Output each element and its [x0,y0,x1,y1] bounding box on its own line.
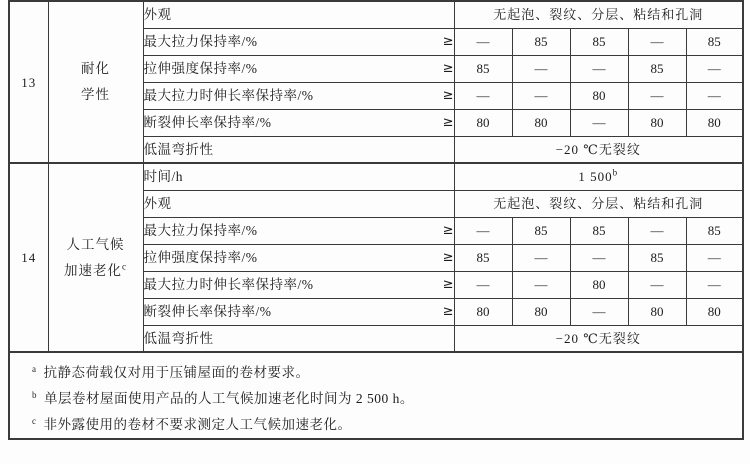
value-cell: 80 [512,109,570,136]
time-value: 1 500 [578,169,613,185]
property-cell [143,109,454,136]
category-line: 加速老化$^c$ [64,261,127,278]
value-cell: 80 [686,109,743,136]
value-cell: 85 [628,55,686,82]
property-cell [143,217,454,244]
value-cell: — [628,217,686,244]
property-label: 拉伸强度保持率/% [143,250,258,265]
value-cell: — [628,82,686,109]
footnote-marker: a [32,363,37,374]
value-cell: 80 [628,298,686,325]
value-cell: — [570,109,628,136]
footnotes [10,353,742,438]
row-index: 13 [21,74,37,90]
value-cell: 85 [686,217,743,244]
value-cell: — [570,298,628,325]
property-cell [143,136,454,163]
value-cell: 80 [686,298,743,325]
value-cell: 80 [512,298,570,325]
value-cell: — [512,271,570,298]
value-cell: — [454,217,512,244]
value-cell: — [570,55,628,82]
value-cell: — [512,55,570,82]
value-cell: — [686,271,743,298]
value-cell: — [628,28,686,55]
category-line: 耐化 [81,61,110,76]
gte-symbol: ≥ [442,61,454,76]
footnote-line [32,412,742,438]
footnote-text: 单层卷材屋面使用产品的人工气候加速老化时间为 2 500 h。 [44,391,414,406]
property-cell [143,163,454,190]
property-cell [143,28,454,55]
property-label: 低温弯折性 [143,330,214,346]
property-label: 最大拉力时伸长率保持率/% [143,88,314,103]
value-cell: 85 [570,217,628,244]
row-index: 14 [21,250,37,265]
footnotes-cell [9,352,743,439]
span-value-cell: −20 ℃无裂纹 [454,325,743,352]
gte-symbol: ≥ [442,277,454,292]
row-index-cell [9,163,48,352]
gte-symbol: ≥ [442,250,454,265]
value-cell: 80 [454,109,512,136]
value-cell: 85 [512,217,570,244]
category-cell [48,1,143,163]
span-value-cell: 无起泡、裂纹、分层、粘结和孔洞 [454,190,743,217]
value-cell: — [454,82,512,109]
footnotes-row [9,352,743,439]
value-cell: — [686,82,743,109]
footnote-marker: c [32,415,37,426]
value-cell: 85 [454,55,512,82]
table-row [9,163,743,190]
property-label: 最大拉力时伸长率保持率/% [143,277,314,292]
gte-symbol: ≥ [442,223,454,238]
value-cell: — [512,244,570,271]
row-index-cell [9,1,48,163]
property-cell [143,1,454,28]
value-cell: — [512,82,570,109]
value-cell: 85 [628,244,686,271]
table-row [9,1,743,28]
footnote-ref-b: b [612,167,619,178]
property-cell [143,55,454,82]
gte-symbol: ≥ [442,34,454,49]
span-value-cell: 无起泡、裂纹、分层、粘结和孔洞 [454,1,743,28]
value-cell: 85 [454,244,512,271]
value-cell: 80 [570,82,628,109]
property-label: 拉伸强度保持率/% [143,61,258,76]
property-cell [143,82,454,109]
gte-symbol: ≥ [442,115,454,130]
footnote-marker: b [32,389,37,400]
footnote-line [32,360,742,386]
property-label: 断裂伸长率保持率/% [143,115,272,130]
property-label: 低温弯折性 [143,141,214,157]
footnote-text: 非外露使用的卷材不要求测定人工气候加速老化。 [43,417,352,432]
value-cell: — [570,244,628,271]
property-label: 外观 [143,7,172,23]
value-cell: — [686,244,743,271]
footnote-text: 抗静态荷载仅对用于压铺屋面的卷材要求。 [43,365,310,380]
value-cell: 85 [512,28,570,55]
property-label: 最大拉力保持率/% [143,34,258,49]
value-cell: — [686,55,743,82]
property-label: 断裂伸长率保持率/% [143,304,272,319]
category-cell [48,163,143,352]
category-line: 人工气候 [66,236,125,252]
property-label: 时间/h [143,169,184,185]
spec-table [8,0,744,440]
property-label: 最大拉力保持率/% [143,223,258,238]
value-cell: 85 [570,28,628,55]
property-cell [143,190,454,217]
value-cell: — [628,271,686,298]
value-cell: 80 [454,298,512,325]
value-cell: — [454,271,512,298]
gte-symbol: ≥ [442,88,454,103]
footnote-line [32,386,742,412]
property-cell [143,298,454,325]
property-cell [143,244,454,271]
property-cell [143,325,454,352]
value-cell: 80 [628,109,686,136]
value-cell: — [454,28,512,55]
value-cell: 85 [686,28,743,55]
category-superscript: c [122,261,127,271]
span-value-cell [454,163,743,190]
property-label: 外观 [143,196,172,211]
value-cell: 80 [570,271,628,298]
gte-symbol: ≥ [442,304,454,319]
category-line: 学性 [81,87,110,102]
property-cell [143,271,454,298]
span-value-cell: −20 ℃无裂纹 [454,136,743,163]
